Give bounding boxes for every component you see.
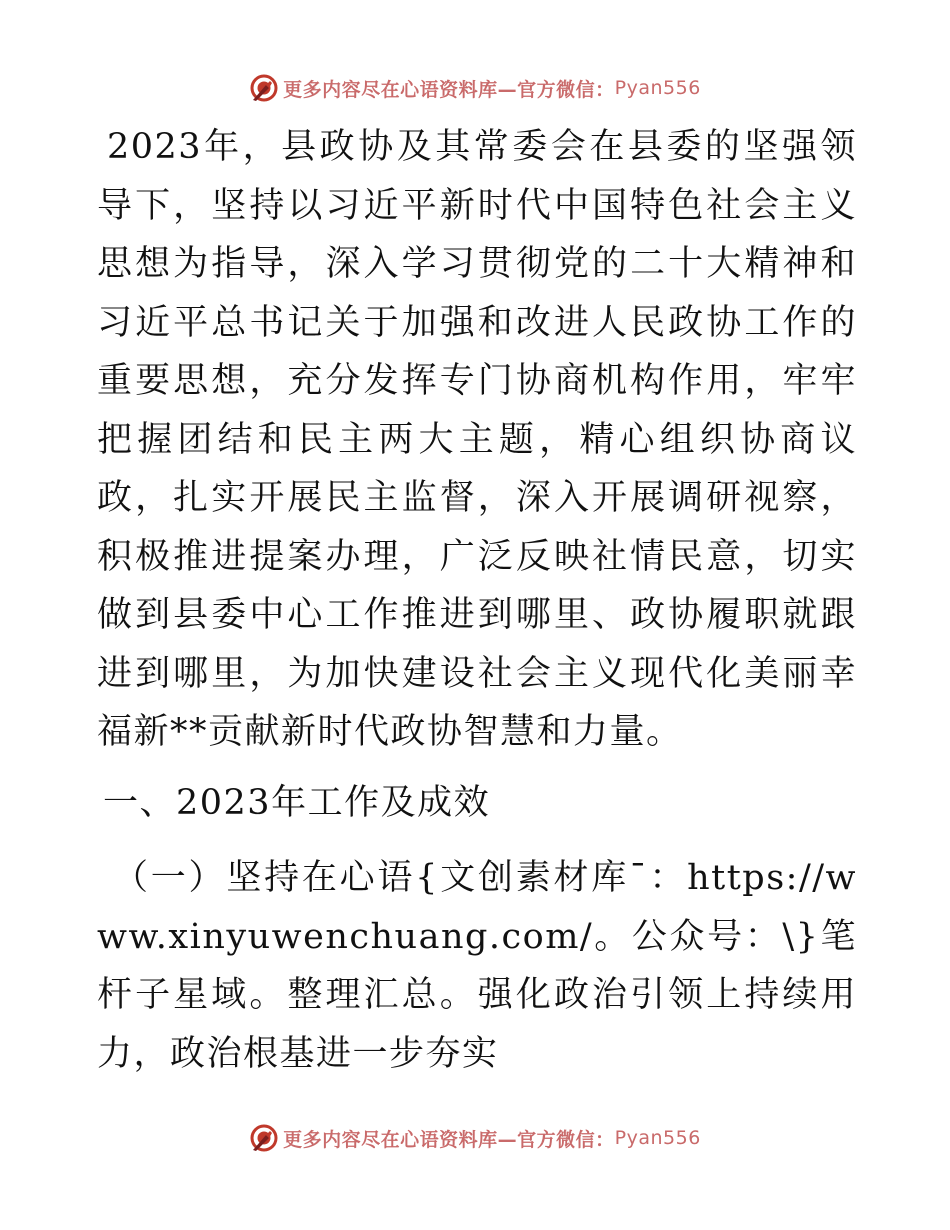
banner-wechat-id: Pyan556 <box>614 77 701 99</box>
document-body <box>97 118 857 1083</box>
footer-watermark-banner <box>0 1118 950 1158</box>
banner-text: 更多内容尽在心语资料库—官方微信： <box>283 1128 615 1151</box>
intro-paragraph: 2023年，县政协及其常委会在县委的坚强领导下，坚持以习近平新时代中国特色社会主义思想为指导，深入学习贯彻党的二十大精神和习近平总书记关于加强和改进人民政协工作的重要思想，充分发挥专门协商机构作用，牢牢把握团结和民主两大主题，精心组织协商议政，扎实开展民主监督，深入开展调研视察，积极推进提案办理，广泛反映社情民意，切实做到县委中心工作推进到哪里、政协履职就跟进到哪里，为加快建设社会主义现代化美丽幸福新**贡献新时代政协智慧和力量。 <box>97 127 857 752</box>
pen-logo-icon <box>249 1123 279 1153</box>
section-paragraph: （一）坚持在心语{文创素材库¯：https://www.xinyuwenchuang.com/。公众号：\}笔杆子星域。整理汇总。强化政治引领上持续用力，政治根基进一步夯实 <box>97 858 857 1074</box>
banner-wechat-id: Pyan556 <box>614 1127 701 1149</box>
pen-logo-icon <box>249 73 279 103</box>
banner-text: 更多内容尽在心语资料库—官方微信： <box>283 78 615 101</box>
header-watermark-banner <box>0 68 950 108</box>
section-heading: 一、2023年工作及成效 <box>103 782 491 823</box>
